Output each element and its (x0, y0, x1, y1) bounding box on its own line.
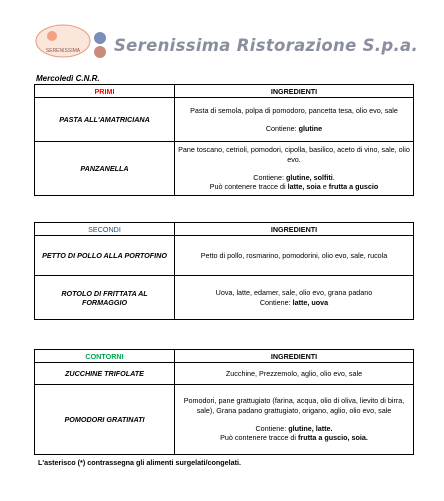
quality-badge-icon (94, 46, 106, 58)
dish-ingredients (175, 142, 414, 196)
contains-label: Contiene: (265, 123, 299, 133)
dish-ingredients (175, 385, 414, 455)
allergens: glutine (298, 123, 323, 133)
company-name: Serenissima Ristorazione S.p.a. (114, 36, 419, 55)
ingredients-text: Uova, latte, edamer, sale, olio evo, grana padano (215, 287, 373, 297)
allergens: latte, uova (292, 297, 329, 307)
section-title-contorni: CONTORNI (35, 350, 175, 363)
dish-name: PANZANELLA (35, 142, 175, 196)
company-logo (34, 22, 92, 60)
conjunction: e (320, 182, 329, 192)
contains-label: Contiene: (255, 423, 289, 433)
ingredients-text: Zucchine, Prezzemolo, aglio, olio evo, sale (225, 368, 363, 378)
allergens: glutine, solfiti (286, 172, 333, 182)
logo-text: SERENISSIMA (45, 48, 81, 54)
dish-ingredients (175, 98, 414, 142)
ingredients-header: INGREDIENTI (175, 85, 414, 98)
frozen-foods-footnote: L'asterisco (*) contrassegna gli alimenti surgelati/congelati. (38, 458, 242, 467)
trace-allergens: frutta a guscio, soia. (298, 433, 368, 443)
contorni-table (34, 349, 414, 455)
section-title-secondi: SECONDI (35, 223, 175, 236)
traces-label: Può contenere tracce di (209, 182, 288, 192)
section-title-primi: PRIMI (35, 85, 175, 98)
dish-name: ROTOLO DI FRITTATA AL FORMAGGIO (35, 276, 175, 320)
certification-badge-icon (94, 32, 106, 44)
ingredients-text: Pasta di semola, polpa di pomodoro, pancetta tesa, olio evo, sale (190, 105, 398, 115)
punctuation: . (332, 172, 335, 182)
contains-label: Contiene: (259, 297, 293, 307)
document-header (34, 20, 434, 70)
dish-name: ZUCCHINE TRIFOLATE (35, 363, 175, 385)
ingredients-text: Pomodori, pane grattugiato (farina, acqua, olio di oliva, lievito di birra, sale), Grana padano grattugiato, origano, aglio, olio evo, sale (183, 396, 405, 415)
dish-ingredients (175, 236, 414, 276)
dish-name: PASTA ALL'AMATRICIANA (35, 98, 175, 142)
primi-table (34, 84, 414, 196)
ingredients-header: INGREDIENTI (175, 350, 414, 363)
dish-name: PETTO DI POLLO ALLA PORTOFINO (35, 236, 175, 276)
menu-date-location: Mercoledì C.N.R. (36, 74, 100, 83)
ingredients-header: INGREDIENTI (175, 223, 414, 236)
ingredients-text: Pane toscano, cetrioli, pomodori, cipolla, basilico, aceto di vino, sale, olio evo. (178, 145, 410, 164)
ingredients-text: Petto di pollo, rosmarino, pomodorini, olio evo, sale, rucola (200, 250, 388, 260)
trace-allergens: frutta a guscio (328, 182, 379, 192)
traces-label: Può contenere tracce di (220, 433, 298, 443)
contains-label: Contiene: (253, 172, 287, 182)
dish-ingredients (175, 276, 414, 320)
dish-name: POMODORI GRATINATI (35, 385, 175, 455)
secondi-table (34, 222, 414, 320)
trace-allergens: latte, soia (287, 182, 321, 192)
allergens: glutine, latte. (288, 423, 333, 433)
dish-ingredients (175, 363, 414, 385)
